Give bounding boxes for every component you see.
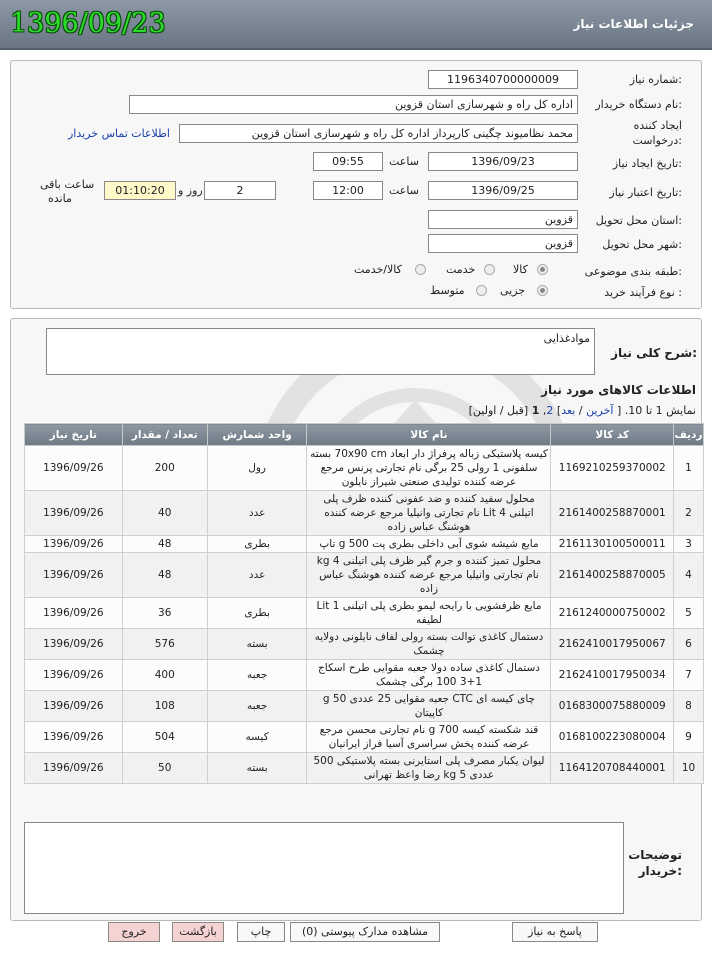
created-time-field[interactable]: 09:55 [313, 152, 383, 171]
cell-quantity: 400 [122, 660, 207, 691]
need-number-label: شماره نیاز: [629, 73, 682, 86]
cell-item-code: 2161240000750002 [551, 598, 674, 629]
cell-item-code: 2161400258870001 [551, 491, 674, 536]
remaining-label-2: مانده [48, 192, 72, 205]
cell-quantity: 50 [122, 753, 207, 784]
remaining-days-field[interactable]: 2 [204, 181, 276, 200]
created-time-label: ساعت [389, 155, 419, 168]
buyer-contact-link[interactable]: اطلاعات تماس خریدار [68, 127, 170, 140]
cell-row-number: 2 [674, 491, 704, 536]
cell-unit: بطری [207, 536, 307, 553]
cell-quantity: 48 [122, 553, 207, 598]
cell-item-name: کیسه پلاستیکی زباله پرفراژ دار ابعاد 70x90 cm بسته سلفونی 1 رولی 25 برگی نام تجارتی پرنس مرجع عرضه کننده تولیدی صنعتی شیراز نایلون [307, 446, 551, 491]
cell-quantity: 200 [122, 446, 207, 491]
cell-item-name: محلول تمیز کننده و جرم گیر ظرف پلی اتیلنی 4 kg نام تجارتی وانیلیا مرجع عرضه کننده هوشنگ عباس زاده [307, 553, 551, 598]
cell-need-date: 1396/09/26 [25, 446, 123, 491]
requester-field[interactable]: محمد نظامیوند چگینی کارپرداز اداره کل راه و شهرسازی استان قزوین [179, 124, 578, 143]
pager [469, 404, 696, 417]
category-radio-both[interactable] [415, 264, 426, 275]
cell-item-name: قند شکسته کیسه 700 g نام تجارتی محسن مرجع عرضه کننده پخش سراسری آسیا فراز ایرانیان [307, 722, 551, 753]
items-table-body [25, 446, 704, 784]
pager-page-2-link[interactable]: 2 [546, 404, 554, 417]
requester-label-1: ایجاد کننده [633, 119, 682, 132]
table-row [25, 660, 704, 691]
col-name-header: نام کالا [307, 424, 551, 446]
print-button[interactable]: چاپ [237, 922, 285, 942]
table-row [25, 446, 704, 491]
buyer-notes-label-1: توضیحات [628, 848, 682, 862]
cell-quantity: 576 [122, 629, 207, 660]
cell-item-code: 2162410017950067 [551, 629, 674, 660]
table-row [25, 491, 704, 536]
col-code-header: کد کالا [551, 424, 674, 446]
items-header-row [25, 424, 704, 446]
days-label: روز و [178, 184, 203, 197]
cell-row-number: 6 [674, 629, 704, 660]
requester-label-2: درخواست: [632, 134, 682, 147]
exit-button[interactable]: خروج [108, 922, 160, 942]
cell-need-date: 1396/09/26 [25, 491, 123, 536]
pager-current-page: 1 [531, 404, 540, 417]
cell-quantity: 48 [122, 536, 207, 553]
pager-comma: , [542, 404, 547, 417]
cell-item-name: مایع ظرفشویی با رایحه لیمو بطری پلی اتیلنی 1 Lit لطیفه [307, 598, 551, 629]
header-date: 1396/09/23 [10, 8, 166, 39]
buyer-notes-label-2: خریدار: [638, 864, 682, 878]
description-label: شرح کلی نیاز: [611, 346, 697, 360]
description-field[interactable]: موادغذایی [46, 328, 595, 375]
col-unit-header: واحد شمارش [207, 424, 307, 446]
process-radio-medium[interactable] [476, 285, 487, 296]
city-label: شهر محل تحویل: [602, 238, 682, 251]
category-option-both: کالا/خدمت [354, 263, 402, 276]
cell-quantity: 36 [122, 598, 207, 629]
cell-quantity: 504 [122, 722, 207, 753]
cell-row-number: 5 [674, 598, 704, 629]
table-row [25, 598, 704, 629]
pager-last-link[interactable]: آخرین [586, 404, 614, 417]
province-field[interactable]: قزوین [428, 210, 578, 229]
col-qty-header: تعداد / مقدار [122, 424, 207, 446]
page-title: جزئیات اطلاعات نیاز [573, 17, 694, 31]
cell-item-code: 2162410017950034 [551, 660, 674, 691]
validity-time-label: ساعت [389, 184, 419, 197]
pager-prefix: نمایش 1 تا 10. [ [616, 404, 696, 417]
cell-unit: کیسه [207, 722, 307, 753]
table-row [25, 536, 704, 553]
cell-need-date: 1396/09/26 [25, 629, 123, 660]
validity-time-field[interactable]: 12:00 [313, 181, 383, 200]
process-label: نوع فرآیند خرید : [604, 286, 682, 299]
title-bar [0, 0, 712, 50]
cell-item-name: لیوان یکبار مصرف پلی استایرنی بسته پلاستیکی 500 عددی 5 kg رضا واعظ تهرانی [307, 753, 551, 784]
process-option-medium: متوسط [430, 284, 465, 297]
buyer-field[interactable]: اداره کل راه و شهرسازی استان قزوین [129, 95, 578, 114]
city-field[interactable]: قزوین [428, 234, 578, 253]
cell-row-number: 3 [674, 536, 704, 553]
table-row [25, 553, 704, 598]
category-label: طبقه بندی موضوعی: [584, 265, 682, 278]
cell-item-name: محلول سفید کننده و ضد عفونی کننده ظرف پلی اتیلنی 4 Lit نام تجارتی وانیلیا مرجع عرضه کننده هوشنگ عباس زاده [307, 491, 551, 536]
category-option-service: خدمت [446, 263, 476, 276]
cell-item-code: 1164120708440001 [551, 753, 674, 784]
buyer-notes-field[interactable] [24, 822, 624, 914]
cell-unit: بسته [207, 753, 307, 784]
category-radio-goods[interactable] [537, 264, 548, 275]
need-number-field[interactable]: 1196340700000009 [428, 70, 578, 89]
cell-item-name: دستمال کاغذی توالت بسته رولی لفاف نایلونی دولایه چشمک [307, 629, 551, 660]
process-option-minor: جزیی [500, 284, 526, 297]
cell-unit: عدد [207, 553, 307, 598]
cell-row-number: 1 [674, 446, 704, 491]
table-row [25, 722, 704, 753]
remaining-label-1: ساعت باقی [40, 178, 95, 191]
col-date-header: تاریخ نیاز [25, 424, 123, 446]
cell-need-date: 1396/09/26 [25, 598, 123, 629]
items-section-title: اطلاعات کالاهای مورد نیاز [541, 383, 696, 397]
cell-row-number: 4 [674, 553, 704, 598]
buyer-label: نام دستگاه خریدار: [595, 98, 682, 111]
cell-quantity: 108 [122, 691, 207, 722]
process-radio-minor[interactable] [537, 285, 548, 296]
cell-unit: بطری [207, 598, 307, 629]
cell-row-number: 8 [674, 691, 704, 722]
cell-need-date: 1396/09/26 [25, 753, 123, 784]
cell-need-date: 1396/09/26 [25, 691, 123, 722]
pager-rest: [قبل / اولین] [468, 404, 529, 417]
items-table [24, 423, 704, 784]
pager-bracket: ] [556, 404, 562, 417]
attachments-button[interactable]: مشاهده مدارک پیوستی (0) [290, 922, 440, 942]
cell-unit: عدد [207, 491, 307, 536]
back-button[interactable]: بازگشت [172, 922, 224, 942]
category-option-goods: کالا [513, 263, 528, 276]
cell-item-name: دستمال کاغذی ساده دولا جعبه مقوایی طرح اسکاج 1+3 100 برگی چشمک [307, 660, 551, 691]
cell-unit: جعبه [207, 691, 307, 722]
cell-item-name: مایع شیشه شوی آبی داخلی بطری پت 500 g تاپ [307, 536, 551, 553]
cell-need-date: 1396/09/26 [25, 660, 123, 691]
category-radio-service[interactable] [484, 264, 495, 275]
cell-item-code: 2161130100500011 [551, 536, 674, 553]
col-row-header: ردیف [674, 424, 704, 446]
cell-item-code: 1169210259370002 [551, 446, 674, 491]
cell-unit: جعبه [207, 660, 307, 691]
reply-button[interactable]: پاسخ به نیاز [512, 922, 598, 942]
validity-date-label: تاریخ اعتبار نیاز: [609, 186, 682, 199]
cell-unit: بسته [207, 629, 307, 660]
province-label: استان محل تحویل: [595, 214, 682, 227]
table-row [25, 691, 704, 722]
cell-need-date: 1396/09/26 [25, 722, 123, 753]
cell-item-code: 0168100223080004 [551, 722, 674, 753]
cell-row-number: 7 [674, 660, 704, 691]
validity-date-field[interactable]: 1396/09/25 [428, 181, 578, 200]
created-date-label: تاریخ ایجاد نیاز: [612, 157, 682, 170]
cell-need-date: 1396/09/26 [25, 553, 123, 598]
pager-next-link[interactable]: بعد [561, 404, 576, 417]
pager-sep-1: / [578, 404, 583, 417]
cell-row-number: 10 [674, 753, 704, 784]
cell-need-date: 1396/09/26 [25, 536, 123, 553]
cell-unit: رول [207, 446, 307, 491]
cell-item-name: چای کیسه ای CTC جعبه مقوایی 25 عددی 50 g کاپیتان [307, 691, 551, 722]
created-date-field[interactable]: 1396/09/23 [428, 152, 578, 171]
cell-quantity: 40 [122, 491, 207, 536]
cell-item-code: 0168300075880009 [551, 691, 674, 722]
cell-row-number: 9 [674, 722, 704, 753]
table-row [25, 629, 704, 660]
cell-item-code: 2161400258870005 [551, 553, 674, 598]
table-row [25, 753, 704, 784]
remaining-time-field[interactable]: 01:10:20 [104, 181, 176, 200]
